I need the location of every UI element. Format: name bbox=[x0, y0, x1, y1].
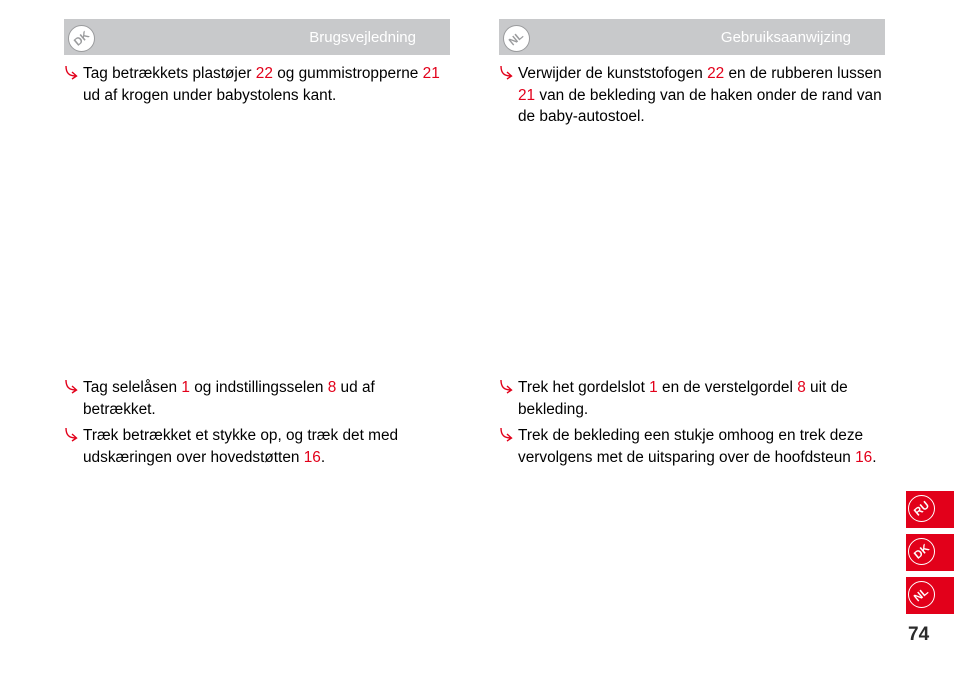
part-number: 22 bbox=[707, 65, 725, 82]
instruction-step bbox=[64, 377, 450, 420]
part-number: 16 bbox=[855, 448, 873, 466]
part-number: 1 bbox=[181, 379, 190, 396]
language-badge-icon bbox=[503, 25, 530, 52]
language-badge-icon bbox=[908, 538, 935, 565]
step-text: ud af betrækket. bbox=[83, 379, 375, 418]
language-badge-icon bbox=[908, 581, 935, 608]
part-number: 1 bbox=[649, 379, 658, 396]
part-number: 21 bbox=[518, 86, 536, 104]
instruction-block-top bbox=[64, 63, 450, 111]
step-text: en de verstelgordel bbox=[657, 379, 798, 396]
instruction-block-bottom bbox=[64, 377, 450, 473]
step-text: Verwijder de kunststofogen bbox=[518, 65, 708, 82]
language-code: DK bbox=[911, 541, 932, 562]
header-title: Brugsvejledning bbox=[309, 29, 416, 46]
step-text: Trek de bekleding een stukje omhoog en trek deze vervolgens met de uitsparing over de hoofdsteun bbox=[518, 427, 864, 466]
step-text: Tag betrækkets plastøjer bbox=[83, 65, 256, 82]
instruction-block-top bbox=[499, 63, 885, 133]
curved-arrow-icon bbox=[499, 65, 514, 80]
curved-arrow-icon bbox=[64, 379, 79, 394]
instruction-block-bottom bbox=[499, 377, 885, 473]
step-text: og gummistropperne bbox=[272, 65, 423, 82]
section-header-nl bbox=[499, 19, 885, 55]
language-badge-icon bbox=[68, 25, 95, 52]
step-text: . bbox=[872, 448, 877, 466]
language-code: NL bbox=[912, 585, 931, 604]
instruction-step bbox=[499, 377, 885, 420]
step-text: en de rubberen lussen bbox=[724, 65, 882, 82]
curved-arrow-icon bbox=[64, 65, 79, 80]
step-text: van de bekleding van de haken onder de rand van de baby-autostoel. bbox=[518, 86, 882, 125]
part-number: 16 bbox=[303, 448, 321, 466]
curved-arrow-icon bbox=[499, 427, 514, 442]
side-tab-ru[interactable] bbox=[906, 491, 954, 528]
curved-arrow-icon bbox=[499, 379, 514, 394]
step-text: ud af krogen under babystolens kant. bbox=[83, 86, 337, 104]
instruction-step bbox=[499, 425, 885, 468]
step-text: Trek het gordelslot bbox=[518, 379, 650, 396]
side-tab-nl[interactable] bbox=[906, 577, 954, 614]
curved-arrow-icon bbox=[64, 427, 79, 442]
instruction-step bbox=[64, 63, 450, 106]
instruction-step bbox=[64, 425, 450, 468]
part-number: 8 bbox=[797, 379, 806, 396]
language-badge-icon bbox=[908, 495, 935, 522]
part-number: 8 bbox=[327, 379, 337, 396]
step-text: Træk betrækket et stykke op, og træk det med udskæringen over hovedstøtten bbox=[83, 427, 399, 466]
language-code: NL bbox=[507, 29, 526, 48]
language-code: DK bbox=[71, 28, 92, 49]
header-title: Gebruiksaanwijzing bbox=[720, 29, 851, 46]
language-code: RU bbox=[911, 498, 932, 519]
instruction-step bbox=[499, 63, 885, 128]
side-language-tabs bbox=[906, 491, 954, 620]
page-number: 74 bbox=[908, 624, 930, 645]
side-tab-dk[interactable] bbox=[906, 534, 954, 571]
step-text: . bbox=[320, 448, 326, 466]
step-text: Tag selelåsen bbox=[83, 379, 182, 396]
column-nl bbox=[499, 19, 885, 466]
part-number: 22 bbox=[255, 65, 273, 82]
section-header-dk bbox=[64, 19, 450, 55]
step-text: og indstillingsselen bbox=[189, 379, 328, 396]
part-number: 21 bbox=[422, 65, 440, 82]
step-text: uit de bekleding. bbox=[518, 379, 848, 418]
column-dk bbox=[64, 19, 450, 466]
